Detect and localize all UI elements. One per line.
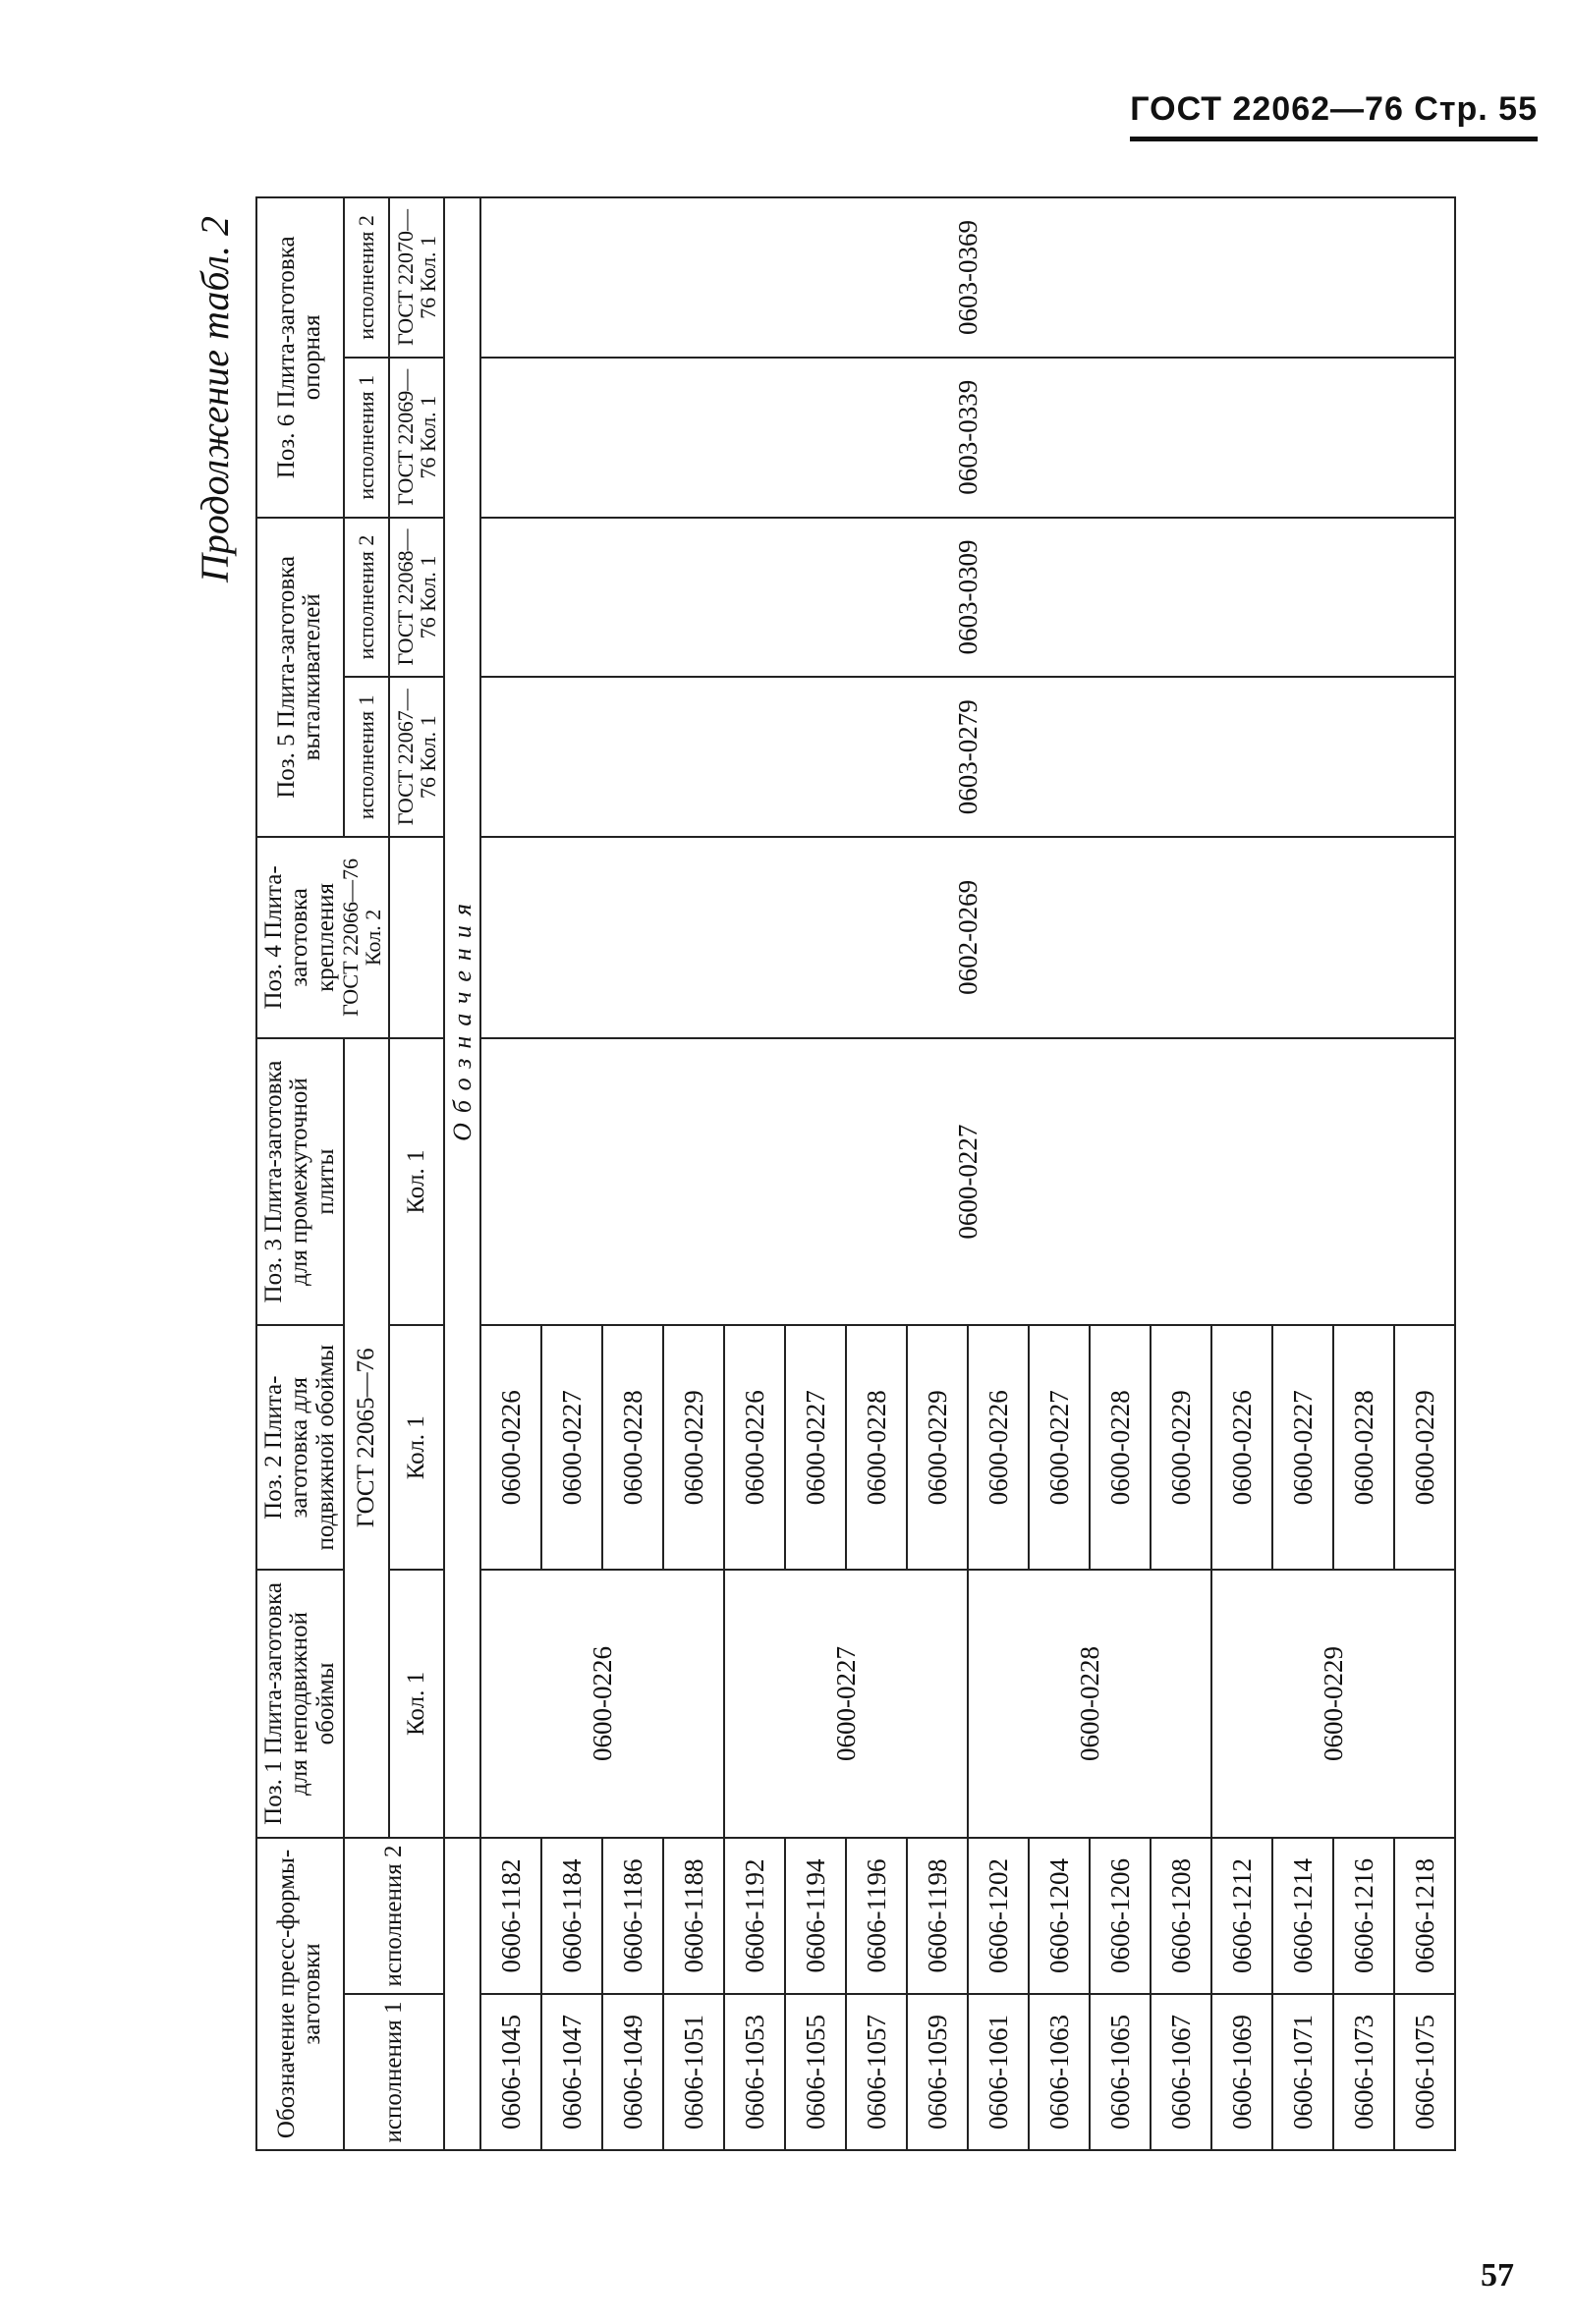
gost-22065: ГОСТ 22065—76	[344, 1038, 389, 1838]
pos2-kol: Кол. 1	[389, 1325, 444, 1570]
cell-isp2: 0606-1216	[1333, 1838, 1394, 1994]
cell-isp1: 0606-1051	[663, 1994, 724, 2150]
cell-isp2: 0606-1202	[968, 1838, 1029, 1994]
cell-pos1: 0600-0226	[480, 1570, 724, 1838]
cell-pos2: 0600-0228	[602, 1325, 663, 1570]
cell-pos2: 0600-0226	[724, 1325, 785, 1570]
table-body	[480, 197, 1455, 2150]
cell-pos1: 0600-0229	[1211, 1570, 1455, 1838]
cell-pos6-isp1: 0603-0339	[480, 358, 1455, 518]
cell-pos2: 0600-0228	[1090, 1325, 1151, 1570]
cell-isp2: 0606-1218	[1394, 1838, 1455, 1994]
cell-isp2: 0606-1192	[724, 1838, 785, 1994]
cell-isp1: 0606-1067	[1151, 1994, 1211, 2150]
col-header-pos4	[256, 837, 389, 1038]
spacer-cell	[444, 1838, 480, 2150]
col-header-pos1: Поз. 1 Плита-заготовка для неподвижной обоймы	[256, 1570, 344, 1838]
cell-isp1: 0606-1059	[907, 1994, 968, 2150]
page-number: 57	[1481, 2257, 1514, 2294]
pos1-kol: Кол. 1	[389, 1570, 444, 1838]
cell-pos2: 0600-0226	[1211, 1325, 1272, 1570]
cell-isp1: 0606-1073	[1333, 1994, 1394, 2150]
cell-isp2: 0606-1206	[1090, 1838, 1151, 1994]
pos6-isp1-gost: ГОСТ 22069—76 Кол. 1	[389, 358, 444, 518]
pos6-isp2: исполнения 2	[344, 197, 389, 358]
page-header: ГОСТ 22062—76 Стр. 55	[1130, 90, 1538, 141]
cell-isp1: 0606-1075	[1394, 1994, 1455, 2150]
rotated-table-area	[193, 196, 1533, 2151]
pos6-isp2-gost: ГОСТ 22070—76 Кол. 1	[389, 197, 444, 358]
cell-isp2: 0606-1188	[663, 1838, 724, 1994]
pos5-isp2-gost: ГОСТ 22068—76 Кол. 1	[389, 518, 444, 678]
cell-isp1: 0606-1053	[724, 1994, 785, 2150]
cell-isp1: 0606-1061	[968, 1994, 1029, 2150]
spec-table	[255, 196, 1456, 2151]
cell-isp1: 0606-1045	[480, 1994, 541, 2150]
cell-isp2: 0606-1182	[480, 1838, 541, 1994]
col-header-isp2: исполнения 2	[344, 1838, 444, 1994]
cell-pos2: 0600-0226	[480, 1325, 541, 1570]
table-caption: Продолжение табл. 2	[193, 216, 237, 583]
cell-isp1: 0606-1069	[1211, 1994, 1272, 2150]
cell-isp2: 0606-1208	[1151, 1838, 1211, 1994]
cell-isp2: 0606-1186	[602, 1838, 663, 1994]
cell-pos6-isp2: 0603-0369	[480, 197, 1455, 358]
cell-isp2: 0606-1184	[541, 1838, 602, 1994]
cell-pos2: 0600-0229	[663, 1325, 724, 1570]
cell-isp1: 0606-1049	[602, 1994, 663, 2150]
pos5-isp1: исполнения 1	[344, 677, 389, 837]
cell-isp2: 0606-1204	[1029, 1838, 1090, 1994]
cell-isp1: 0606-1055	[785, 1994, 846, 2150]
pos6-isp1: исполнения 1	[344, 358, 389, 518]
cell-isp2: 0606-1214	[1272, 1838, 1333, 1994]
cell-pos4: 0602-0269	[480, 837, 1455, 1038]
cell-pos2: 0600-0229	[907, 1325, 968, 1570]
cell-pos2: 0600-0228	[846, 1325, 907, 1570]
cell-isp1: 0606-1063	[1029, 1994, 1090, 2150]
cell-isp1: 0606-1071	[1272, 1994, 1333, 2150]
cell-pos2: 0600-0226	[968, 1325, 1029, 1570]
cell-pos5-isp2: 0603-0309	[480, 518, 1455, 678]
cell-pos2: 0600-0227	[1029, 1325, 1090, 1570]
cell-pos2: 0600-0227	[541, 1325, 602, 1570]
col-header-pos5: Поз. 5 Плита-заготовка выталкивателей	[256, 518, 344, 838]
cell-isp2: 0606-1198	[907, 1838, 968, 1994]
cell-isp2: 0606-1196	[846, 1838, 907, 1994]
pos5-isp2: исполнения 2	[344, 518, 389, 678]
cell-isp2: 0606-1194	[785, 1838, 846, 1994]
col-header-pos3: Поз. 3 Плита-заготовка для промежуточной плиты	[256, 1038, 344, 1326]
cell-isp2: 0606-1212	[1211, 1838, 1272, 1994]
col-header-main: Обозначение пресс-формы-заготовки	[256, 1838, 344, 2150]
cell-pos5-isp1: 0603-0279	[480, 677, 1455, 837]
cell-isp1: 0606-1065	[1090, 1994, 1151, 2150]
cell-pos2: 0600-0229	[1394, 1325, 1455, 1570]
cell-pos2: 0600-0227	[1272, 1325, 1333, 1570]
col-header-isp1: исполнения 1	[344, 1994, 444, 2150]
cell-pos2: 0600-0228	[1333, 1325, 1394, 1570]
table-row	[480, 197, 541, 2150]
pos3-kol: Кол. 1	[389, 1038, 444, 1326]
pos4-gost: ГОСТ 22066—76 Кол. 2	[337, 858, 385, 1017]
col-header-pos2: Поз. 2 Плита-заготовка для подвижной обоймы	[256, 1325, 344, 1570]
col-header-pos6: Поз. 6 Плита-заготовка опорная	[256, 197, 344, 518]
cell-pos3: 0600-0227	[480, 1038, 1455, 1326]
cell-pos1: 0600-0228	[968, 1570, 1211, 1838]
cell-pos1: 0600-0227	[724, 1570, 968, 1838]
cell-isp1: 0606-1057	[846, 1994, 907, 2150]
pos4-empty	[389, 837, 444, 1038]
cell-pos2: 0600-0227	[785, 1325, 846, 1570]
cell-isp1: 0606-1047	[541, 1994, 602, 2150]
pos5-isp1-gost: ГОСТ 22067—76 Кол. 1	[389, 677, 444, 837]
oboznacheniya-row: Обозначения	[444, 197, 480, 1838]
cell-pos2: 0600-0229	[1151, 1325, 1211, 1570]
pos4-title: Поз. 4 Плита-заготовка крепления	[260, 865, 339, 1010]
